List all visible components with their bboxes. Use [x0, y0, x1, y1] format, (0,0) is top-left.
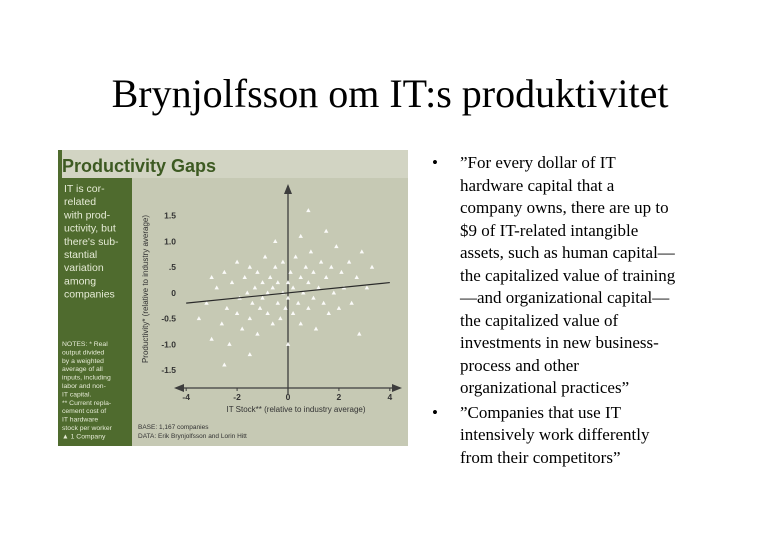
- figure-title: Productivity Gaps: [62, 156, 217, 176]
- side-note-line: uctivity, but: [64, 222, 116, 235]
- bullet-line: ”Companies that use IT: [460, 402, 621, 422]
- side-note-line: variation: [64, 262, 104, 275]
- side-note-line: related: [64, 196, 97, 209]
- notes-line: NOTES: * Real: [62, 341, 108, 348]
- bullet-line: process and other: [460, 355, 579, 375]
- bullet-line: company owns, there are up to: [460, 198, 669, 217]
- bullet-line: from their competitors”: [460, 447, 621, 467]
- bullet-item: [432, 402, 732, 470]
- side-note-line: with prod-: [64, 209, 111, 222]
- y-axis-label: Productivity* (relative to industry average): [141, 214, 150, 364]
- side-note-line: among: [64, 275, 97, 288]
- x-tick-label: -4: [182, 392, 190, 402]
- x-tick-label: 0: [285, 392, 291, 402]
- bullet-line: organizational practices”: [460, 378, 630, 397]
- bullet-marker: •: [432, 153, 438, 172]
- side-note-line: stantial: [64, 249, 98, 261]
- notes-line: IT hardware: [62, 416, 99, 424]
- bullet-line: ”For every dollar of IT: [460, 153, 616, 172]
- notes-line: output divided: [62, 349, 105, 357]
- notes-line: labor and non-: [62, 383, 106, 390]
- bullet-marker: •: [432, 402, 438, 422]
- x-axis-label: IT Stock** (relative to industry average): [226, 405, 366, 414]
- notes-line: by a weighted: [62, 357, 104, 365]
- notes-line: inputs, including: [62, 374, 111, 382]
- data-label: DATA: Erik Brynjolfsson and Lorin Hitt: [138, 433, 247, 440]
- x-tick-label: 4: [387, 392, 393, 402]
- notes-line: ** Current repla-: [62, 399, 112, 407]
- side-note-line: companies: [64, 288, 115, 301]
- y-tick-label: 0: [171, 287, 176, 298]
- bullet-line: investments in new business-: [460, 333, 659, 352]
- notes-line: average of all: [62, 366, 103, 374]
- bullet-line: the capitalized value of: [460, 310, 619, 330]
- x-tick-label: 2: [336, 392, 342, 402]
- bullet-line: $9 of IT-related intangible: [460, 220, 639, 240]
- y-tick-label: .5: [168, 262, 176, 273]
- side-note-line: IT is cor-: [64, 183, 105, 195]
- x-tick-label: -2: [233, 392, 241, 402]
- notes-line: cement cost of: [62, 408, 107, 416]
- bullet-line: the capitalized value of training: [460, 265, 676, 285]
- y-tick-label: 1.0: [164, 236, 176, 247]
- notes-line: ▲ 1 Company: [62, 433, 106, 441]
- productivity-gaps-figure: [58, 150, 408, 446]
- base-label: BASE: 1,167 companies: [138, 424, 209, 431]
- y-tick-label: -1.5: [161, 365, 176, 375]
- notes-line: stock per worker: [62, 425, 112, 432]
- bullet-line: assets, such as human capital—: [460, 243, 675, 262]
- bullet-line: intensively work differently: [460, 425, 650, 444]
- bullet-list: [432, 152, 732, 471]
- side-note-line: there's sub-: [64, 235, 119, 248]
- bullet-item: [432, 152, 732, 400]
- y-tick-label: 1.5: [164, 210, 176, 221]
- y-tick-label: -1.0: [161, 339, 176, 350]
- y-tick-label: -0.5: [161, 313, 176, 324]
- bullet-line: hardware capital that a: [460, 175, 615, 195]
- notes-line: IT capital.: [62, 391, 92, 399]
- bullet-line: —and organizational capital—: [460, 288, 670, 307]
- slide-title: Brynjolfsson om IT:s produktivitet: [111, 71, 669, 116]
